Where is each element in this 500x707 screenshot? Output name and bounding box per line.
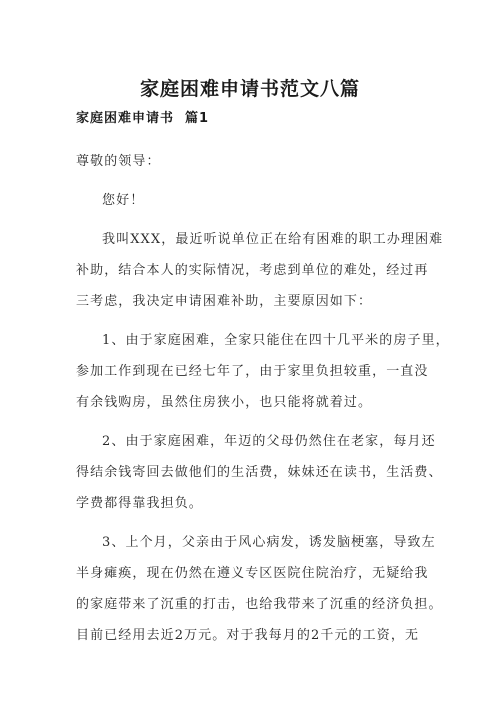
greeting: 您好！ xyxy=(102,193,145,208)
paragraph-line: 得结余钱寄回去做他们的生活费，妹妹还在读书，生活费、 xyxy=(76,465,443,480)
paragraph-line: 2、由于家庭困难，年迈的父母仍然住在老家，每月还 xyxy=(102,434,436,449)
paragraph-line: 的家庭带来了沉重的打击，也给我带来了沉重的经济负担。 xyxy=(76,597,443,612)
paragraph-line: 1、由于家庭困难，全家只能住在四十几平米的房子里， xyxy=(102,333,450,348)
paragraph-line: 补助，结合本人的实际情况，考虑到单位的难处，经过再 xyxy=(76,263,429,278)
paragraph-line: 目前已经用去近2万元。对于我每月的2千元的工资，无 xyxy=(76,628,420,643)
section-heading: 家庭困难申请书 篇1 xyxy=(76,111,210,126)
paragraph-line: 参加工作到现在已经七年了，由于家里负担较重，一直没 xyxy=(76,364,429,379)
paragraph-line: 3、上个月，父亲由于风心病发，诱发脑梗塞，导致左 xyxy=(102,535,436,550)
paragraph-line: 有余钱购房，虽然住房狭小，也只能将就着过。 xyxy=(76,395,373,410)
paragraph-line: 我叫XXX，最近听说单位正在给有困难的职工办理困难 xyxy=(102,232,444,247)
salutation: 尊敬的领导： xyxy=(76,154,161,169)
paragraph-line: 三考虑，我决定申请困难补助，主要原因如下： xyxy=(76,294,373,309)
paragraph-line: 学费都得靠我担负。 xyxy=(76,496,203,511)
paragraph-line: 半身瘫痪，现在仍然在遵义专区医院住院治疗，无疑给我 xyxy=(76,566,429,581)
document-title: 家庭困难申请书范文八篇 xyxy=(139,78,360,100)
